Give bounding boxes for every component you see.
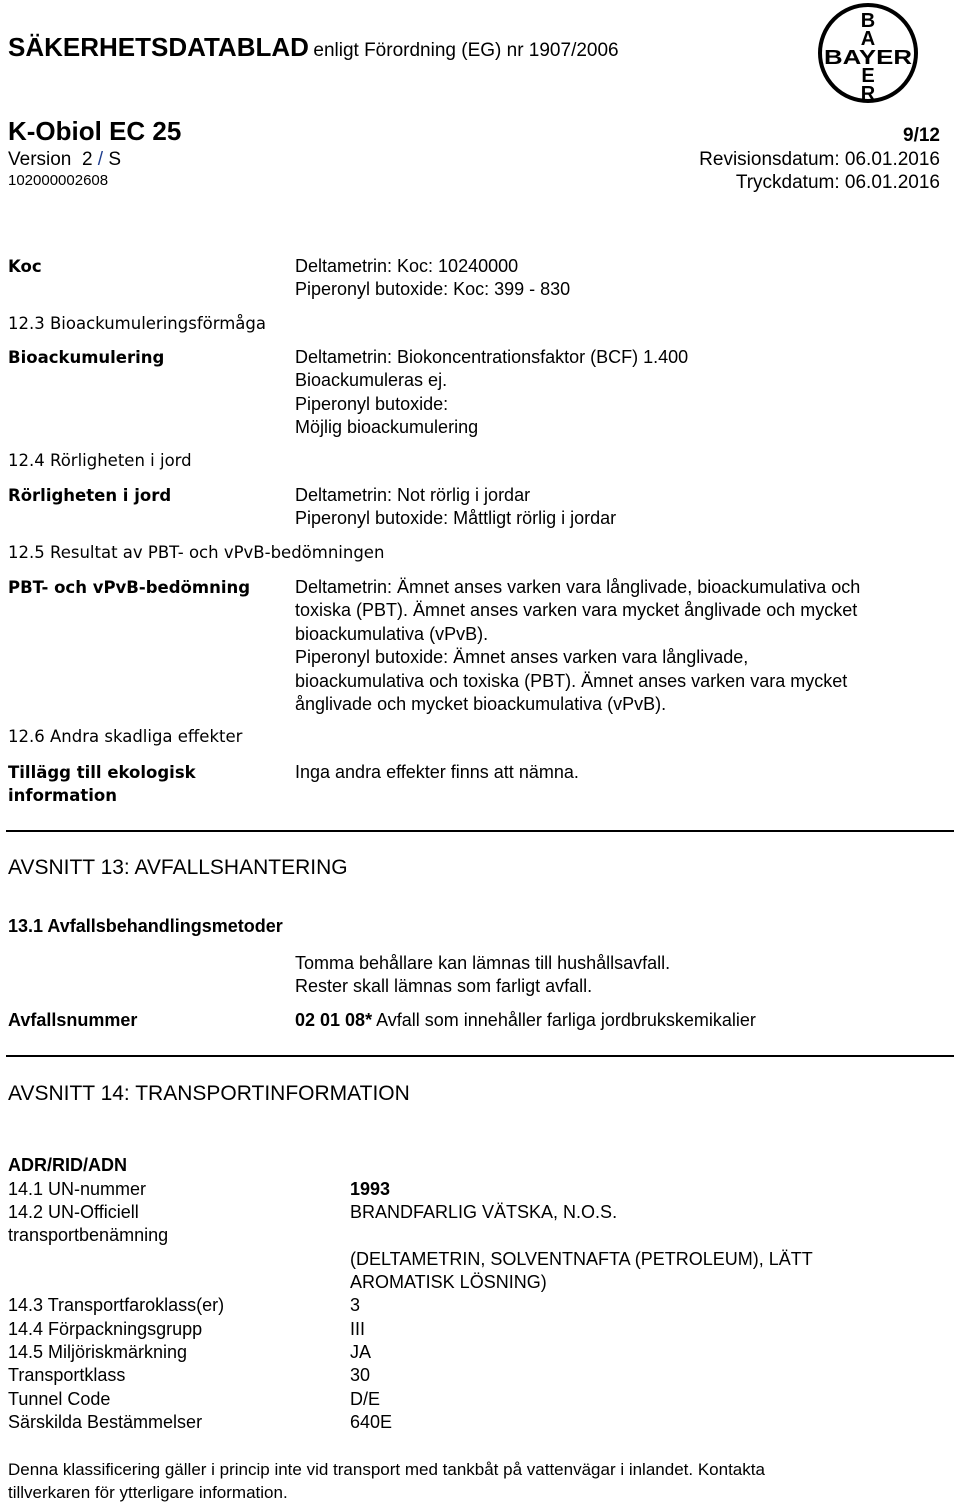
logo-letter-a: A (860, 28, 876, 50)
pbt-line: bioackumulativa (vPvB). (295, 623, 489, 644)
adr-heading: ADR/RID/ADN (8, 1155, 127, 1175)
koc-label: Koc (8, 257, 42, 276)
mobility-line: Deltametrin: Not rörlig i jordar (295, 485, 531, 505)
shipping-name-value: BRANDFARLIG VÄTSKA, N.O.S. (350, 1202, 618, 1222)
pbt-line: bioackumulativa och toxiska (PBT). Ämnet anses varken vara mycket (295, 670, 848, 691)
version-suffix: S (108, 149, 122, 170)
eco-info-value: Inga andra effekter finns att nämna. (295, 762, 579, 782)
version-separator: / (97, 149, 104, 170)
waste-description: Avfall som innehåller farliga jordbrukskemikalier (376, 1010, 756, 1030)
logo-letter-b: B (860, 10, 876, 32)
shipping-label-line: transportbenämning (8, 1225, 169, 1245)
row-label: 14.4 Förpackningsgrupp (8, 1319, 203, 1339)
row-value: D/E (350, 1389, 381, 1409)
logo-letter-e: E (861, 65, 875, 87)
document-title (8, 32, 619, 63)
koc-values (295, 255, 570, 302)
bio-line: Bioackumuleras ej. (295, 370, 448, 391)
transport-row (8, 1341, 708, 1364)
transport-row (8, 1411, 708, 1434)
shipping-extra-line: AROMATISK LÖSNING) (350, 1272, 547, 1292)
heading-12-6: 12.6 Andra skadliga effekter (8, 727, 243, 746)
product-name: K-Obiol EC 25 (8, 116, 182, 146)
row-value: 640E (350, 1412, 393, 1432)
footnote-line: tillverkaren för ytterligare information. (8, 1483, 288, 1502)
koc-line: Deltametrin: Koc: 10240000 (295, 256, 519, 276)
bio-line: Möjlig bioackumulering (295, 417, 479, 438)
eco-label-line: Tillägg till ekologisk (8, 763, 196, 782)
row-value: JA (350, 1342, 372, 1362)
doc-title: SÄKERHETSDATABLAD (8, 32, 309, 62)
transport-row (8, 1388, 708, 1411)
shipping-name-extra (350, 1248, 813, 1294)
row-label: Särskilda Bestämmelser (8, 1412, 203, 1432)
row-label: Tunnel Code (8, 1389, 111, 1409)
transport-row (8, 1294, 708, 1317)
heading-12-5: 12.5 Resultat av PBT- och vPvB-bedömningen (8, 543, 385, 562)
transport-row (8, 1318, 708, 1341)
print-date: Tryckdatum: 06.01.2016 (735, 172, 940, 193)
un-number-label: 14.1 UN-nummer (8, 1179, 147, 1199)
page-number: 9/12 (903, 125, 940, 146)
section-13-title: AVSNITT 13: AVFALLSHANTERING (8, 856, 348, 879)
revision-date: Revisionsdatum: 06.01.2016 (699, 149, 940, 170)
bioaccumulation-values (295, 346, 688, 440)
divider (6, 1055, 954, 1057)
pbt-line: ånglivade och mycket bioackumulativa (vPvB). (295, 694, 667, 715)
koc-line: Piperonyl butoxide: Koc: 399 - 830 (295, 279, 571, 300)
pbt-label: PBT- och vPvB-bedömning (8, 578, 251, 597)
row-value: 30 (350, 1365, 371, 1385)
pbt-values (295, 576, 860, 716)
bayer-cross-icon (817, 2, 919, 104)
eco-label-line: information (8, 786, 118, 805)
un-number-value: 1993 (350, 1179, 391, 1199)
method-line: Tomma behållare kan lämnas till hushållsavfall. (295, 953, 671, 973)
eco-info-label (8, 761, 196, 807)
footnote-line: Denna klassificering gäller i princip inte vid transport med tankbåt på vattenvägar i inlandet. Kontakta (8, 1460, 765, 1479)
shipping-name-label (8, 1201, 168, 1247)
heading-13-1: 13.1 Avfallsbehandlingsmetoder (8, 916, 283, 936)
mobility-line: Piperonyl butoxide: Måttligt rörlig i jordar (295, 508, 617, 529)
pbt-line: toxiska (PBT). Ämnet anses varken vara mycket ånglivade och mycket (295, 600, 858, 621)
bio-line: Deltametrin: Biokoncentrationsfaktor (BCF) 1.400 (295, 347, 689, 367)
row-label: Transportklass (8, 1365, 126, 1385)
doc-subtitle: enligt Förordning (EG) nr 1907/2006 (313, 40, 619, 61)
version-label: Version (8, 149, 72, 170)
shipping-extra-line: (DELTAMETRIN, SOLVENTNAFTA (PETROLEUM), LÄTT (350, 1249, 813, 1269)
row-label: 14.3 Transportfaroklass(er) (8, 1295, 225, 1315)
bioaccumulation-label: Bioackumulering (8, 348, 165, 367)
shipping-label-line: 14.2 UN-Officiell (8, 1202, 139, 1222)
logo-word-bayer: BAYER (824, 47, 913, 69)
transport-row (8, 1364, 708, 1387)
mobility-values (295, 484, 616, 531)
mobility-label: Rörligheten i jord (8, 486, 172, 505)
version-line (8, 149, 121, 171)
waste-code: 02 01 08* (295, 1010, 373, 1030)
row-label: 14.5 Miljöriskmärkning (8, 1342, 188, 1362)
row-value: 3 (350, 1295, 361, 1315)
heading-12-3: 12.3 Bioackumuleringsförmåga (8, 314, 266, 333)
divider (6, 830, 954, 832)
logo-letter-r: R (860, 83, 876, 104)
disposal-methods (295, 952, 670, 999)
section-14-title: AVSNITT 14: TRANSPORTINFORMATION (8, 1082, 410, 1105)
method-line: Rester skall lämnas som farligt avfall. (295, 976, 593, 997)
transport-footnote (8, 1458, 765, 1504)
bio-line: Piperonyl butoxide: (295, 393, 449, 414)
row-value: III (350, 1319, 366, 1339)
bayer-logo (817, 2, 919, 104)
version-number: 2 (81, 149, 93, 170)
article-number: 102000002608 (8, 172, 109, 189)
waste-number-value (295, 1009, 756, 1032)
waste-number-label: Avfallsnummer (8, 1010, 138, 1030)
heading-12-4: 12.4 Rörligheten i jord (8, 451, 192, 470)
pbt-line: Piperonyl butoxide: Ämnet anses varken vara långlivade, (295, 647, 749, 668)
pbt-line: Deltametrin: Ämnet anses varken vara långlivade, bioackumulativa och (295, 577, 861, 597)
